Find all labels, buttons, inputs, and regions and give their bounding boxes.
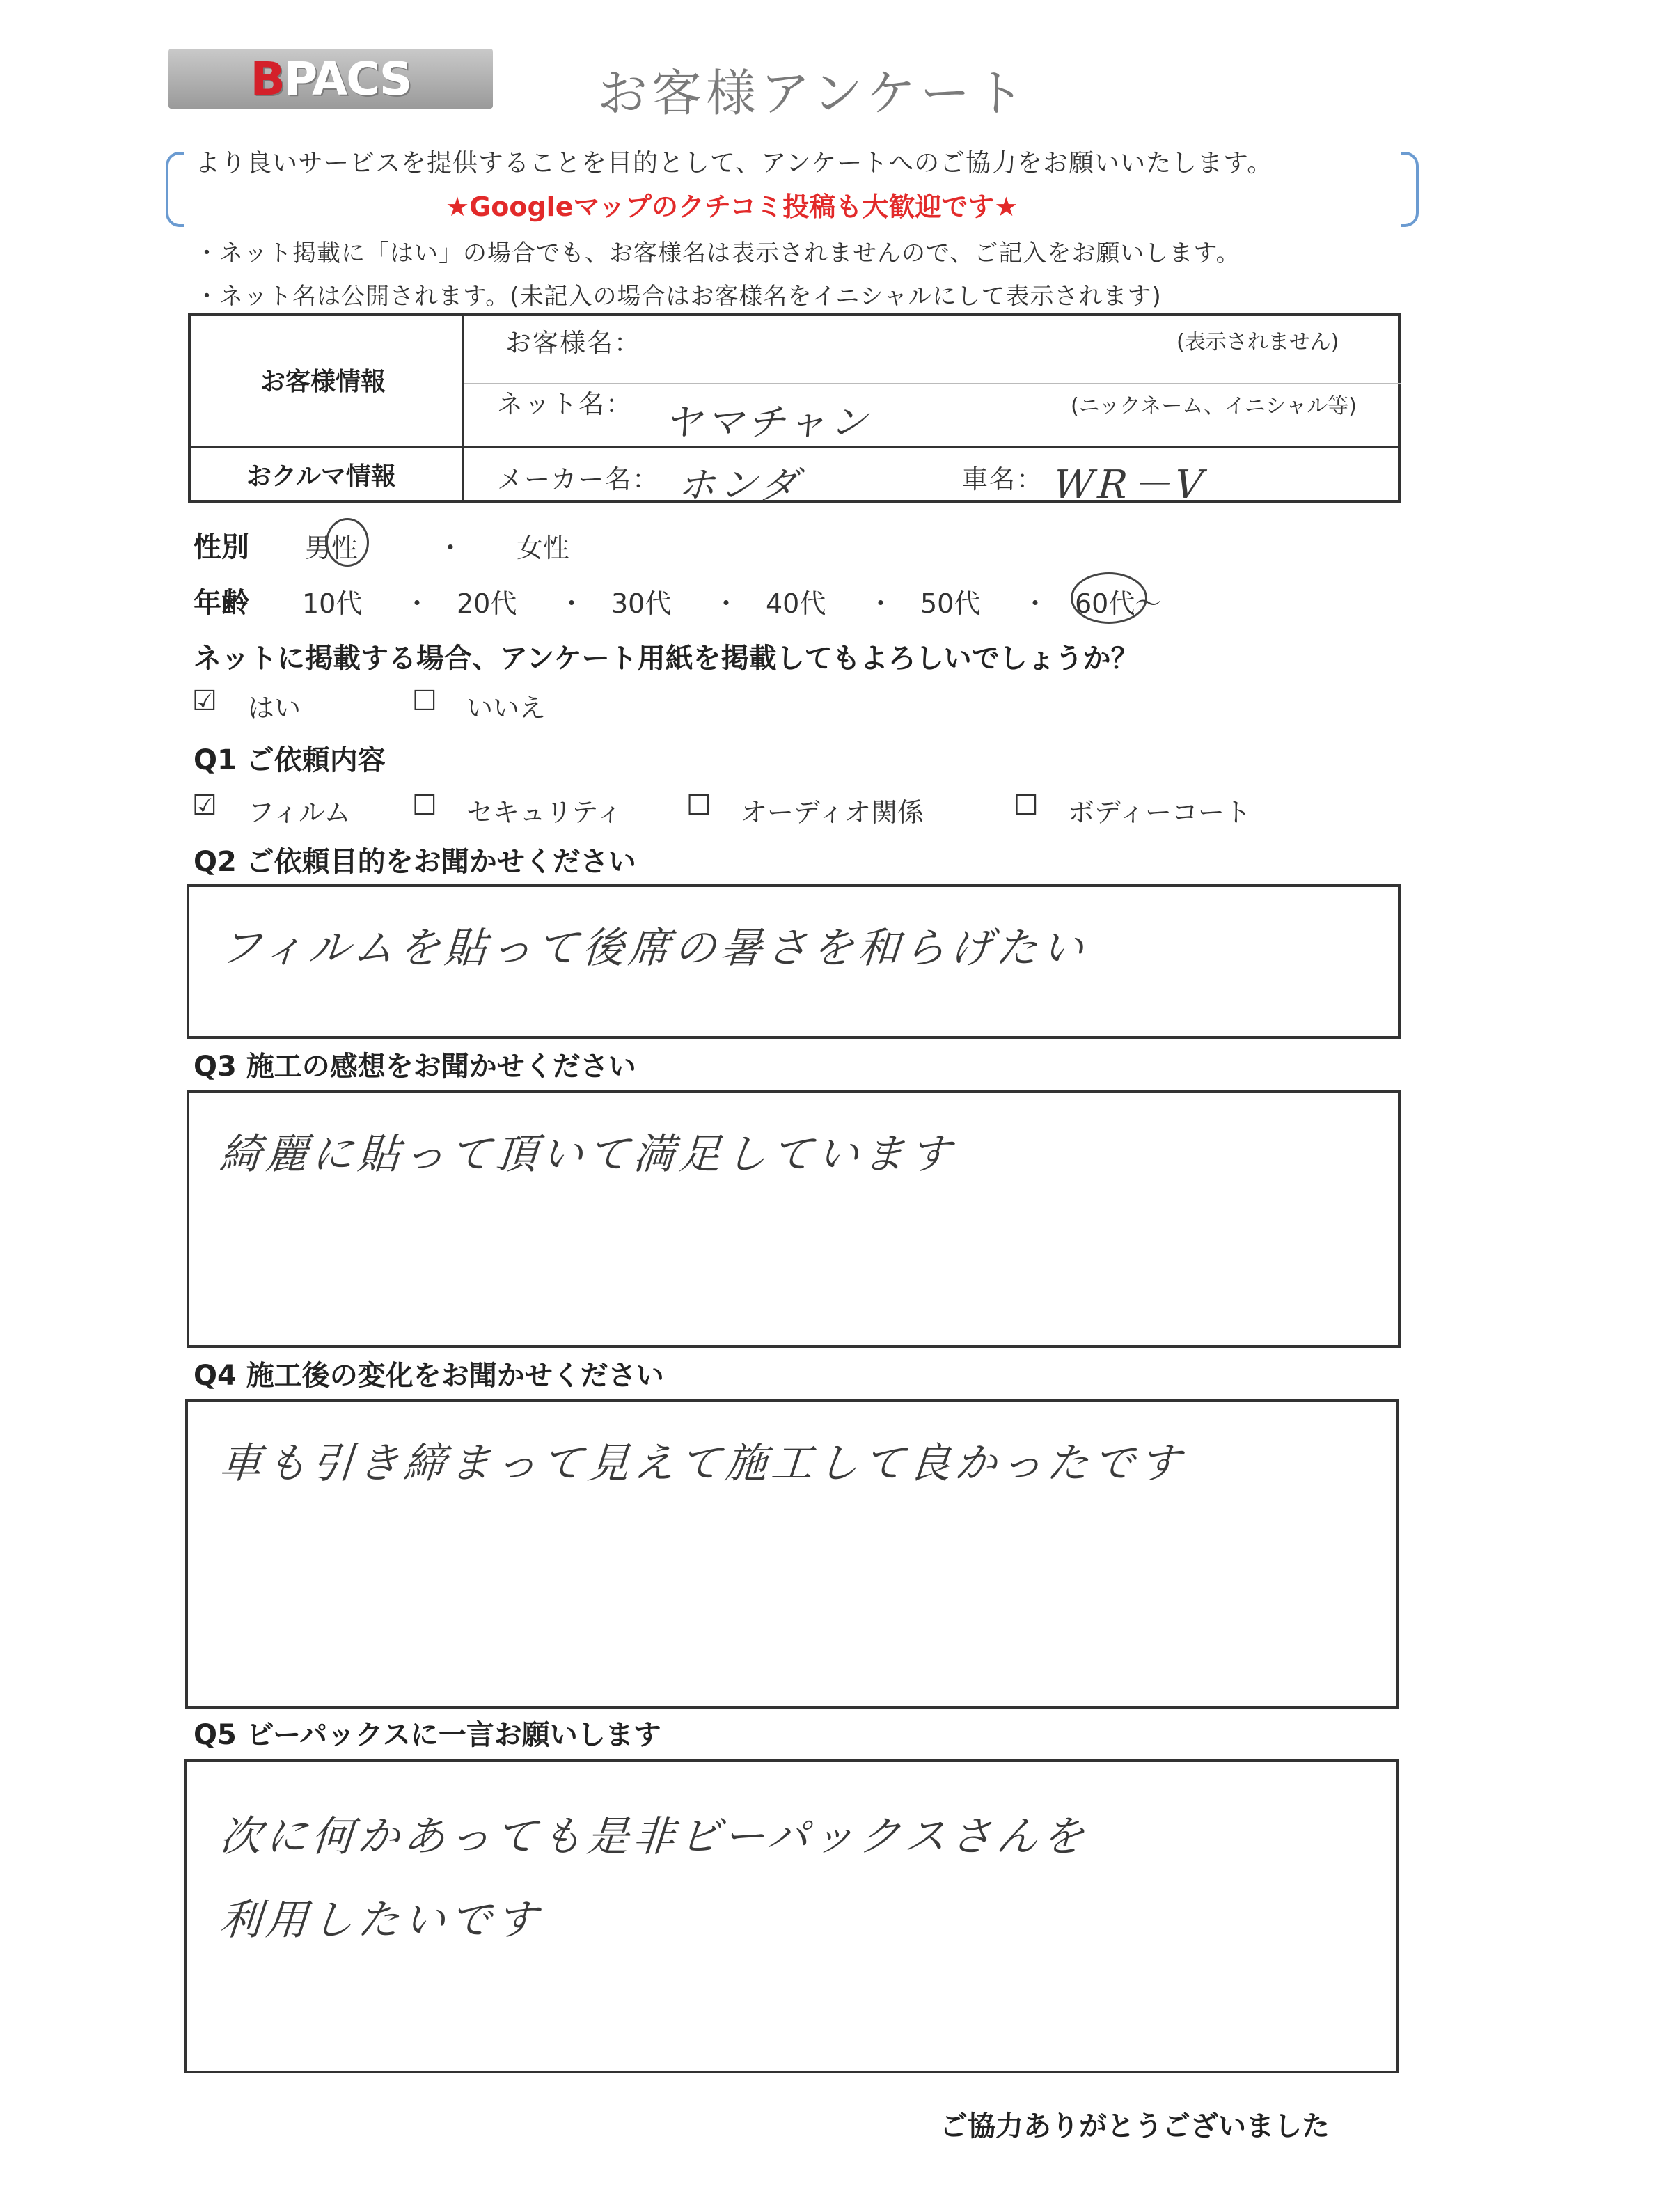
- separator: ・: [404, 588, 431, 619]
- car-info-label: おクルマ情報: [246, 462, 396, 491]
- car-name-label: 車名：: [962, 464, 1044, 494]
- age-option-20s[interactable]: 20代: [457, 588, 517, 619]
- age-option-30s[interactable]: 30代: [611, 588, 672, 619]
- q5-answer-box[interactable]: [184, 1759, 1399, 2073]
- age-option-10s[interactable]: 10代: [302, 588, 363, 619]
- q4-answer: 車も引き締まって見えて施工して良かったです: [218, 1439, 1187, 1488]
- checkbox-checked-icon[interactable]: ☑: [192, 790, 217, 822]
- q4-title: Q4 施工後の変化をお聞かせください: [194, 1360, 664, 1392]
- car-name-value[interactable]: WR－V: [1052, 462, 1209, 508]
- net-name-value[interactable]: ヤマチャン: [662, 400, 874, 444]
- separator: ・: [1022, 588, 1049, 619]
- left-bracket-icon: [166, 152, 184, 227]
- maker-value[interactable]: ホンダ: [676, 463, 803, 507]
- google-review-note: ★Googleマップのクチコミ投稿も大歓迎です★: [446, 191, 1018, 222]
- q5-answer-line2: 利用したいです: [218, 1896, 544, 1945]
- selected-circle-icon: [1071, 572, 1147, 624]
- q1-option-audio: オーディオ関係: [741, 797, 924, 828]
- q2-answer-box[interactable]: [187, 884, 1401, 1039]
- logo-letter-b: B: [250, 52, 284, 106]
- customer-info-table: [188, 313, 1401, 508]
- customer-name-note: (表示されません): [1176, 330, 1339, 354]
- checkbox-unchecked-icon[interactable]: ☐: [412, 685, 437, 717]
- checkbox-checked-icon[interactable]: ☑: [192, 685, 217, 717]
- right-bracket-icon: [1401, 152, 1419, 227]
- gender-option-male[interactable]: 男性: [305, 533, 359, 563]
- q5-title: Q5 ビーパックスに一言お願いします: [194, 1719, 661, 1751]
- q3-answer: 綺麗に貼って頂いて満足しています: [218, 1130, 957, 1179]
- age-option-50s[interactable]: 50代: [920, 588, 981, 619]
- q5-answer-line1: 次に何かあっても是非ビーパックスさんを: [218, 1812, 1090, 1861]
- q1-option-security: セキュリティ: [466, 797, 623, 828]
- checkbox-unchecked-icon[interactable]: ☐: [412, 790, 437, 822]
- publish-no-label: いいえ: [466, 693, 546, 723]
- age-option-40s[interactable]: 40代: [766, 588, 826, 619]
- intro-text: より良いサービスを提供することを目的として、アンケートへのご協力をお願いいたします。: [195, 149, 1273, 178]
- maker-label: メーカー名：: [497, 464, 660, 494]
- separator: ・: [558, 588, 585, 619]
- table-divider: [462, 316, 464, 500]
- publish-yes-label: はい: [248, 693, 301, 723]
- logo-text: PACS: [283, 52, 411, 106]
- thanks-text: ご協力ありがとうございました: [940, 2110, 1330, 2142]
- q2-answer: フィルムを貼って後席の暑さを和らげたい: [218, 924, 1089, 973]
- net-name-label: ネット名：: [497, 389, 633, 419]
- separator: ・: [713, 588, 740, 619]
- gender-label: 性別: [194, 531, 249, 563]
- publish-question: ネットに掲載する場合、アンケート用紙を掲載してもよろしいでしょうか？: [194, 643, 1139, 675]
- checkbox-unchecked-icon[interactable]: ☐: [686, 790, 711, 822]
- customer-info-label: お客様情報: [260, 368, 386, 396]
- age-option-60s-plus[interactable]: 60代～: [1075, 588, 1162, 619]
- brand-logo: [168, 49, 493, 109]
- selected-circle-icon: [326, 518, 369, 567]
- net-name-note: (ニックネーム、イニシャル等): [1071, 394, 1357, 418]
- q1-title: Q1 ご依頼内容: [194, 744, 386, 776]
- separator: ・: [437, 533, 464, 563]
- q3-title: Q3 施工の感想をお聞かせください: [194, 1051, 636, 1083]
- customer-name-label: お客様名：: [505, 328, 641, 358]
- q1-option-film: フィルム: [248, 797, 351, 828]
- age-label: 年齢: [194, 587, 249, 619]
- note-publish: ・ネット掲載に「はい」の場合でも、お客様名は表示されませんので、ご記入をお願いします。: [195, 240, 1241, 267]
- page-title: お客様アンケート: [597, 64, 1029, 123]
- separator: ・: [867, 588, 895, 619]
- q1-option-body-coat: ボディーコート: [1068, 797, 1251, 828]
- gender-option-female[interactable]: 女性: [517, 533, 570, 563]
- q2-title: Q2 ご依頼目的をお聞かせください: [194, 846, 636, 878]
- note-net-name: ・ネット名は公開されます。(未記入の場合はお客様名をイニシャルにして表示されます): [195, 283, 1162, 311]
- q4-answer-box[interactable]: [185, 1399, 1399, 1709]
- q3-answer-box[interactable]: [187, 1090, 1401, 1348]
- checkbox-unchecked-icon[interactable]: ☐: [1014, 790, 1039, 822]
